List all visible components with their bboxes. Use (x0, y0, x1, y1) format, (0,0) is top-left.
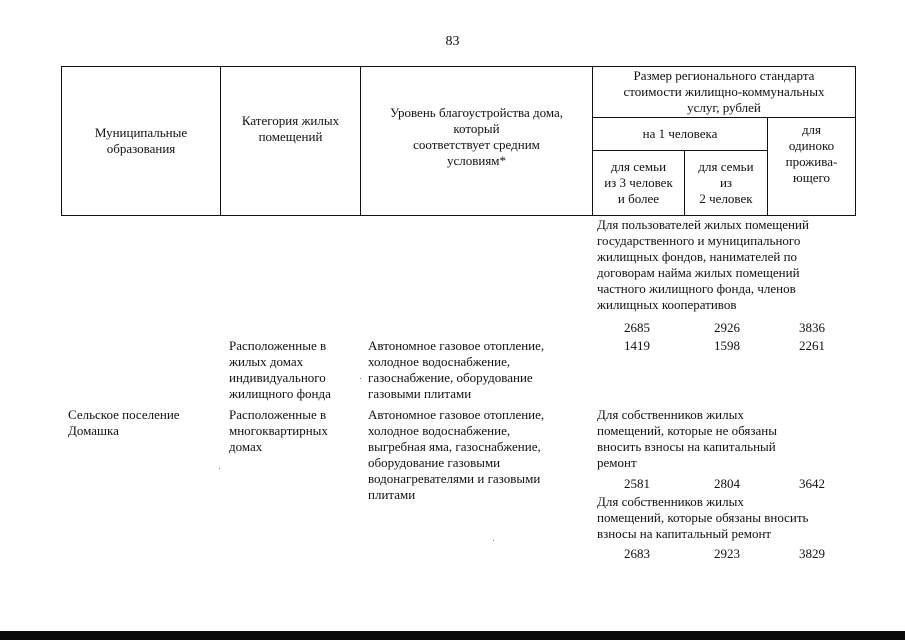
value-cell: 3829 (799, 546, 825, 561)
owners-not-obliged-note: Для собственников жилых помещений, которые не обязаны вносить взносы на капитальный ремонт (597, 407, 777, 470)
value-cell: 2923 (714, 546, 740, 561)
value-cell: 2261 (799, 338, 825, 353)
value-cell: 3836 (799, 320, 825, 335)
value-cell: 2926 (714, 320, 740, 335)
value-cell: 2804 (714, 476, 740, 491)
header-standard: Размер регионального стандарта стоимости жилищно-коммунальных услуг, рублей (623, 68, 825, 115)
value-cell: 2683 (624, 546, 650, 561)
level-apartment: Автономное газовое отопление, холодное водоснабжение, выгребная яма, газоснабжение, оборудование газовыми водонагревателями и газовыми плитами (368, 407, 545, 502)
header-category: Категория жилых помещений (241, 113, 340, 144)
category-individual: Расположенные в жилых домах индивидуального жилищного фонда (229, 338, 331, 401)
municipality-name: Сельское поселение Домашка (68, 407, 180, 438)
value-cell: 3642 (799, 476, 825, 491)
value-cell: 1419 (624, 338, 650, 353)
header-single: для одиноко прожива- ющего (785, 122, 838, 185)
scan-speck (219, 468, 220, 469)
page-number: 83 (445, 34, 460, 49)
scan-speck (360, 378, 361, 379)
scan-bottom-edge (0, 631, 905, 640)
category-apartment: Расположенные в многоквартирных домах (229, 407, 328, 454)
users-note: Для пользователей жилых помещений государственного и муниципального жилищных фондов, нанимателей по договорам найма жилых помещений частного жилищного фонда, членов жилищных кооперативов (597, 217, 809, 312)
level-individual: Автономное газовое отопление, холодное водоснабжение, газоснабжение, оборудование газовыми плитами (368, 338, 545, 401)
value-cell: 2581 (624, 476, 650, 491)
scan-speck (493, 540, 494, 541)
header-per-person: на 1 человека (642, 126, 718, 141)
header-municipality: Муниципальные образования (94, 125, 188, 156)
header-level: Уровень благоустройства дома, который соответствует средним условиям* (389, 105, 564, 168)
value-cell: 1598 (714, 338, 740, 353)
value-cell: 2685 (624, 320, 650, 335)
header-family-2: для семьи из 2 человек (698, 159, 754, 206)
header-family-3: для семьи из 3 человек и более (604, 159, 673, 206)
owners-obliged-note: Для собственников жилых помещений, которые обязаны вносить взносы на капитальный ремонт (597, 494, 809, 541)
